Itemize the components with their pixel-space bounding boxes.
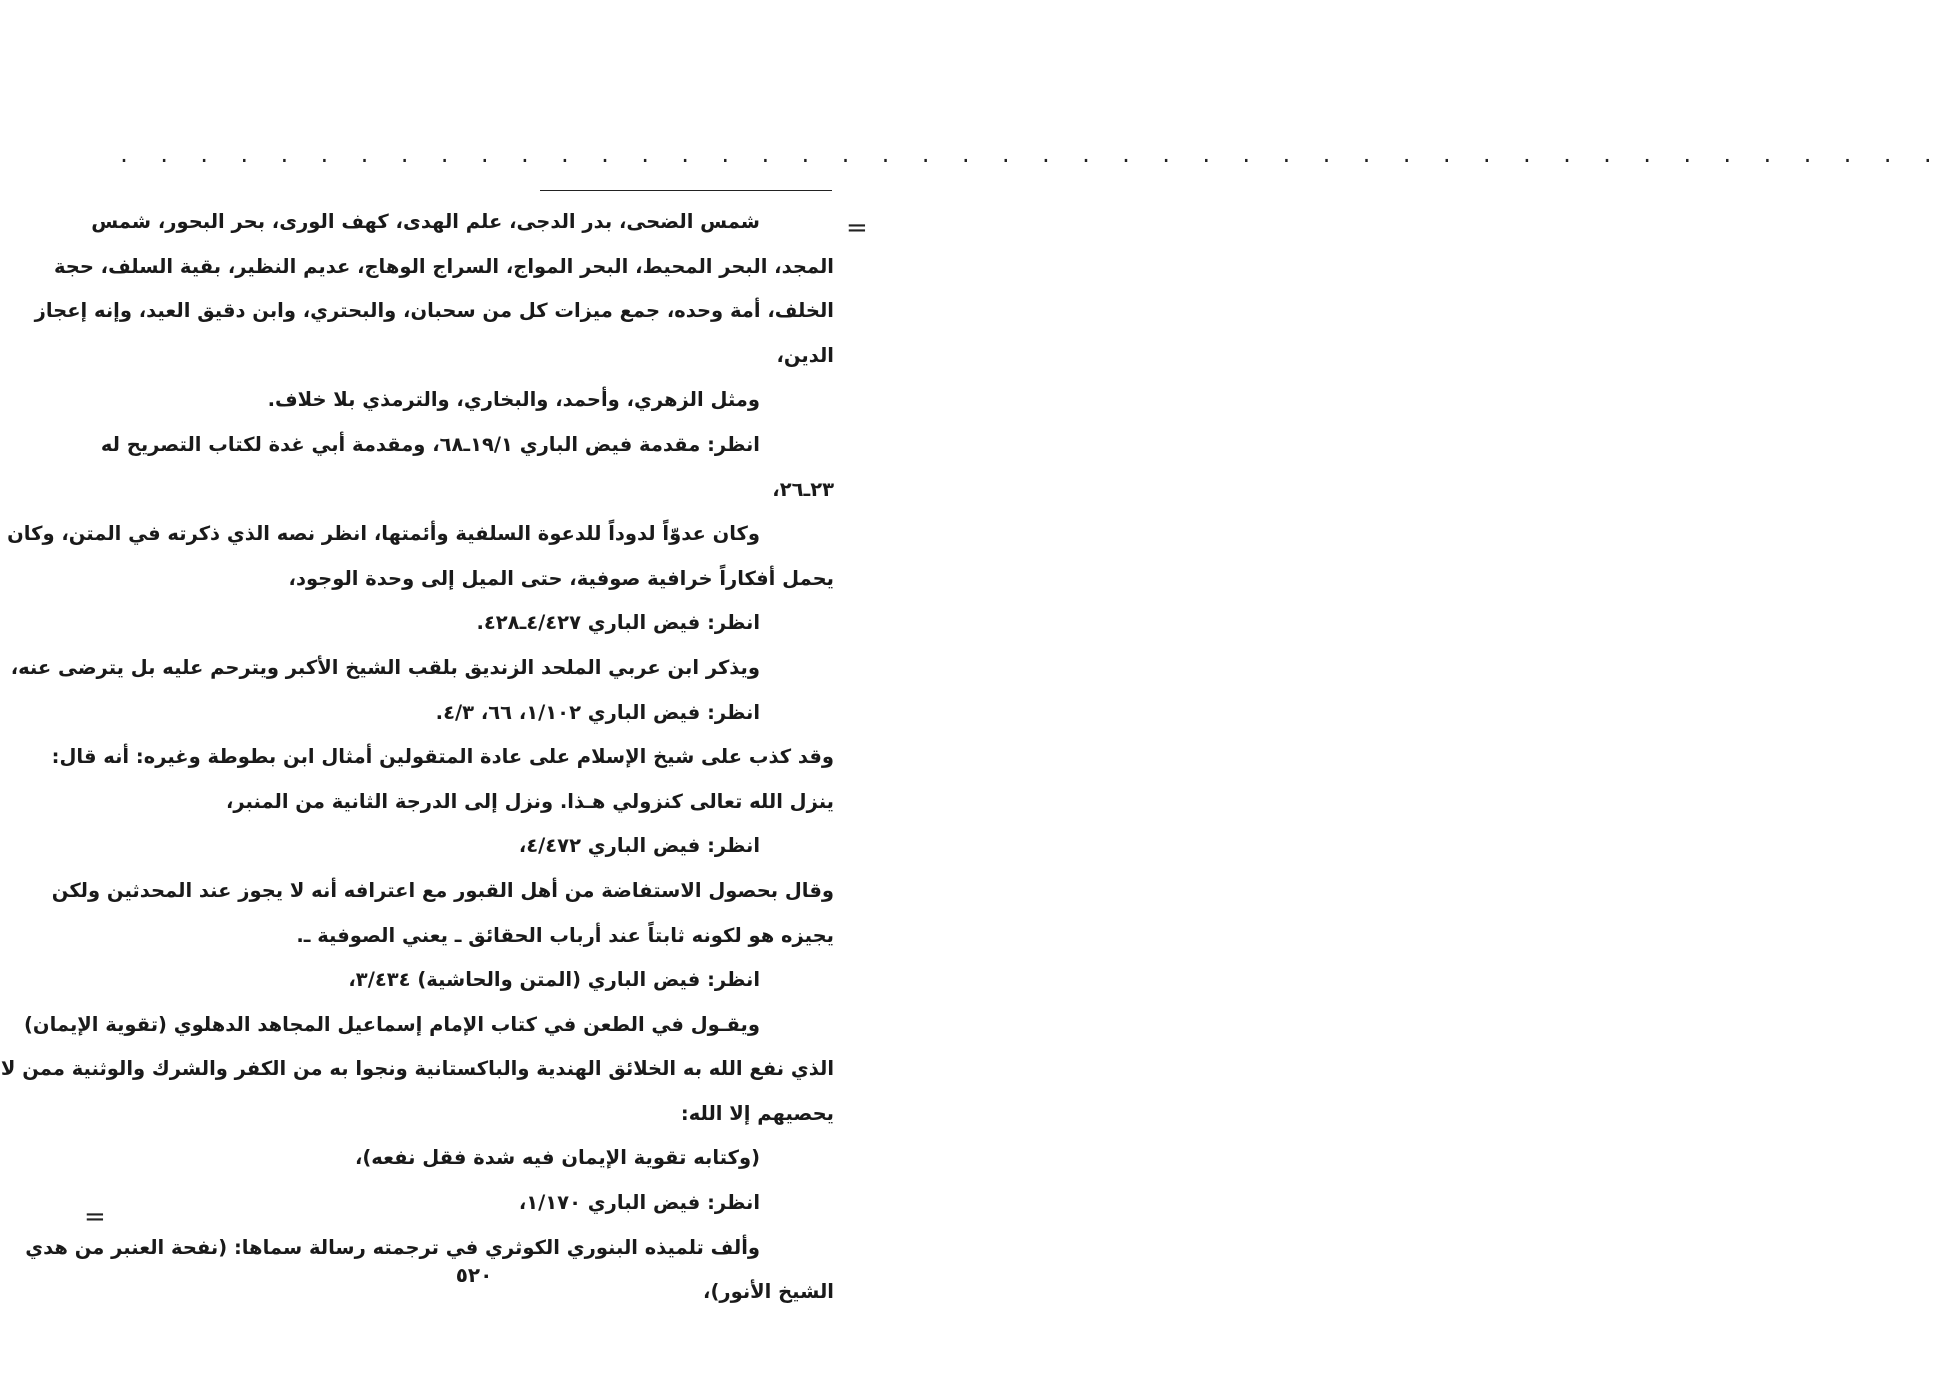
text-line: انظر: فيض الباري ٤/٤٢٧ـ٤٢٨. — [476, 611, 760, 635]
text-line: الشيخ الأنور)، — [703, 1280, 834, 1304]
page-number: ٥٢٠ — [455, 1263, 493, 1287]
text-line: يحمل أفكاراً خرافية صوفية، حتى الميل إلى وحدة الوجود، — [288, 566, 834, 590]
text-line: وألف تلميذه البنوري الكوثري في ترجمته رسالة سماها: (نفحة العنبر من هدي — [25, 1235, 760, 1259]
text-line: شمس الضحى، بدر الدجى، علم الهدى، كهف الورى، بحر البحور، شمس — [91, 210, 760, 233]
continuation-mark-bottom: = — [84, 1202, 106, 1232]
footnote-text — [0, 200, 834, 1315]
text-line: الذي نفع الله به الخلائق الهندية والباكستانية ونجوا به من الكفر والشرك والوثنية ممن لا — [0, 1057, 834, 1081]
text-line: انظر: مقدمة فيض الباري ١٩/١ـ٦٨، ومقدمة أبي غدة لكتاب التصريح له — [100, 432, 760, 456]
text-line: ويقـول في الطعن في كتاب الإمام إسماعيل المجاهد الدهلوي (تقوية الإيمان) — [24, 1012, 760, 1036]
dotted-separator: . . . . . . . . . . . . . . . . . . . . . . . . . . . . . . . . . . . . . . . . . . . . . . — [118, 143, 1942, 167]
text-line: المجد، البحر المحيط، البحر المواج، السراج الوهاج، عديم النظير، بقية السلف، حجة — [53, 254, 834, 278]
text-line: وقد كذب على شيخ الإسلام على عادة المتقولين أمثال ابن بطوطة وغيره: أنه قال: — [51, 745, 834, 769]
text-line: وكان عدوّاً لدوداً للدعوة السلفية وأئمتها، انظر نصه الذي ذكرته في المتن، وكان — [7, 522, 760, 546]
text-line: ويذكر ابن عربي الملحد الزنديق بلقب الشيخ الأكبر ويترحم عليه بل يترضى عنه، — [10, 655, 760, 679]
footnote-rule — [540, 190, 832, 191]
text-line: الدين، — [776, 343, 834, 367]
text-line: يجيزه هو لكونه ثابتاً عند أرباب الحقائق ـ يعني الصوفية ـ. — [296, 923, 834, 947]
text-line: وقال بحصول الاستفاضة من أهل القبور مع اعترافه أنه لا يجوز عند المحدثين ولكن — [51, 878, 834, 902]
text-line: انظر: فيض الباري ٤/٤٧٢، — [518, 834, 760, 858]
text-line: ينزل الله تعالى كنزولي هـذا. ونزل إلى الدرجة الثانية من المنبر، — [225, 789, 834, 813]
text-line: (وكتابه تقوية الإيمان فيه شدة فقل نفعه)، — [354, 1146, 760, 1170]
text-line: انظر: فيض الباري (المتن والحاشية) ٣/٤٣٤، — [348, 968, 760, 992]
text-line: ٢٣ـ٢٦، — [772, 477, 834, 501]
continuation-mark-top: = — [846, 213, 868, 243]
text-line: انظر: فيض الباري ١/١٠٢، ٦٦، ٤/٣. — [435, 700, 760, 724]
text-line: الخلف، أمة وحده، جمع ميزات كل من سحبان، والبحتري، وابن دقيق العيد، وإنه إعجاز — [34, 299, 834, 323]
text-line: انظر: فيض الباري ١/١٧٠، — [518, 1191, 760, 1215]
text-line: ومثل الزهري، وأحمد، والبخاري، والترمذي بلا خلاف. — [267, 388, 760, 412]
text-line: يحصيهم إلا الله: — [680, 1101, 834, 1125]
